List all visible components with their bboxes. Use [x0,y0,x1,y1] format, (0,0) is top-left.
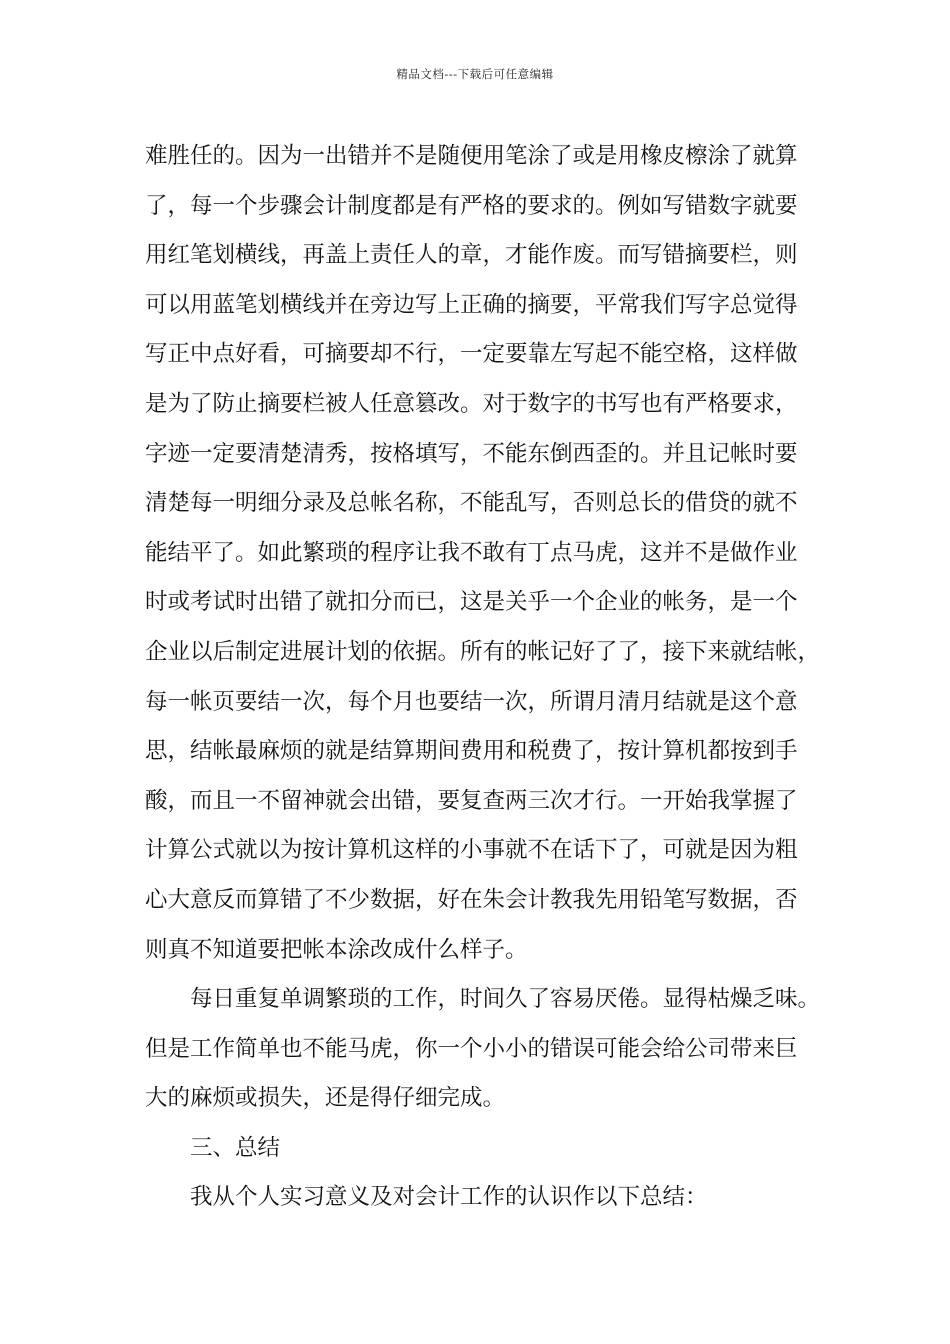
body-text [145,132,845,1223]
page-header: 精品文档---下载后可任意编辑 [396,67,554,81]
text-line: 企业以后制定进展计划的依据。所有的帐记好了了，接下来就结帐， [145,638,821,665]
section-heading: 三、总结 [190,1134,281,1161]
text-line: 但是工作简单也不能马虎，你一个小小的错误可能会给公司带来巨 [145,1035,798,1062]
text-line: 则真不知道要把帐本涂改成什么样子。 [145,936,528,963]
text-line: 能结平了。如此繁琐的程序让我不敢有丁点马虎，这并不是做作业 [145,539,798,566]
text-line: 用红笔划横线，再盖上责任人的章，才能作废。而写错摘要栏，则 [145,242,798,269]
text-line: 心大意反而算错了不少数据，好在朱会计教我先用铅笔写数据，否 [145,886,798,913]
text-line: 字迹一定要清楚清秀，按格填写，不能东倒西歪的。并且记帐时要 [145,440,798,467]
text-line: 思，结帐最麻烦的就是结算期间费用和税费了，按计算机都按到手 [145,738,798,765]
text-line: 计算公式就以为按计算机这样的小事就不在话下了，可就是因为粗 [145,837,798,864]
text-line: 时或考试时出错了就扣分而已，这是关乎一个企业的帐务，是一个 [145,589,798,616]
text-line: 清楚每一明细分录及总帐名称，不能乱写，否则总长的借贷的就不 [145,490,798,517]
text-line: 大的麻烦或损失，还是得仔细完成。 [145,1085,506,1112]
text-line: 写正中点好看，可摘要却不行，一定要靠左写起不能空格，这样做 [145,341,798,368]
text-line: 了，每一个步骤会计制度都是有严格的要求的。例如写错数字就要 [145,192,798,219]
text-line: 难胜任的。因为一出错并不是随便用笔涂了或是用橡皮檫涂了就算 [145,143,798,169]
text-line: 每一帐页要结一次，每个月也要结一次，所谓月清月结就是这个意 [145,688,798,715]
paragraph-start-line: 每日重复单调繁琐的工作，时间久了容易厌倦。显得枯燥乏味。 [190,986,821,1013]
text-line: 可以用蓝笔划横线并在旁边写上正确的摘要，平常我们写字总觉得 [145,291,798,318]
paragraph-start-line: 我从个人实习意义及对会计工作的认识作以下总结： [190,1184,708,1211]
text-line: 酸，而且一不留神就会出错，要复查两三次才行。一开始我掌握了 [145,787,798,814]
text-line: 是为了防止摘要栏被人任意篡改。对于数字的书写也有严格要求， [145,390,798,417]
